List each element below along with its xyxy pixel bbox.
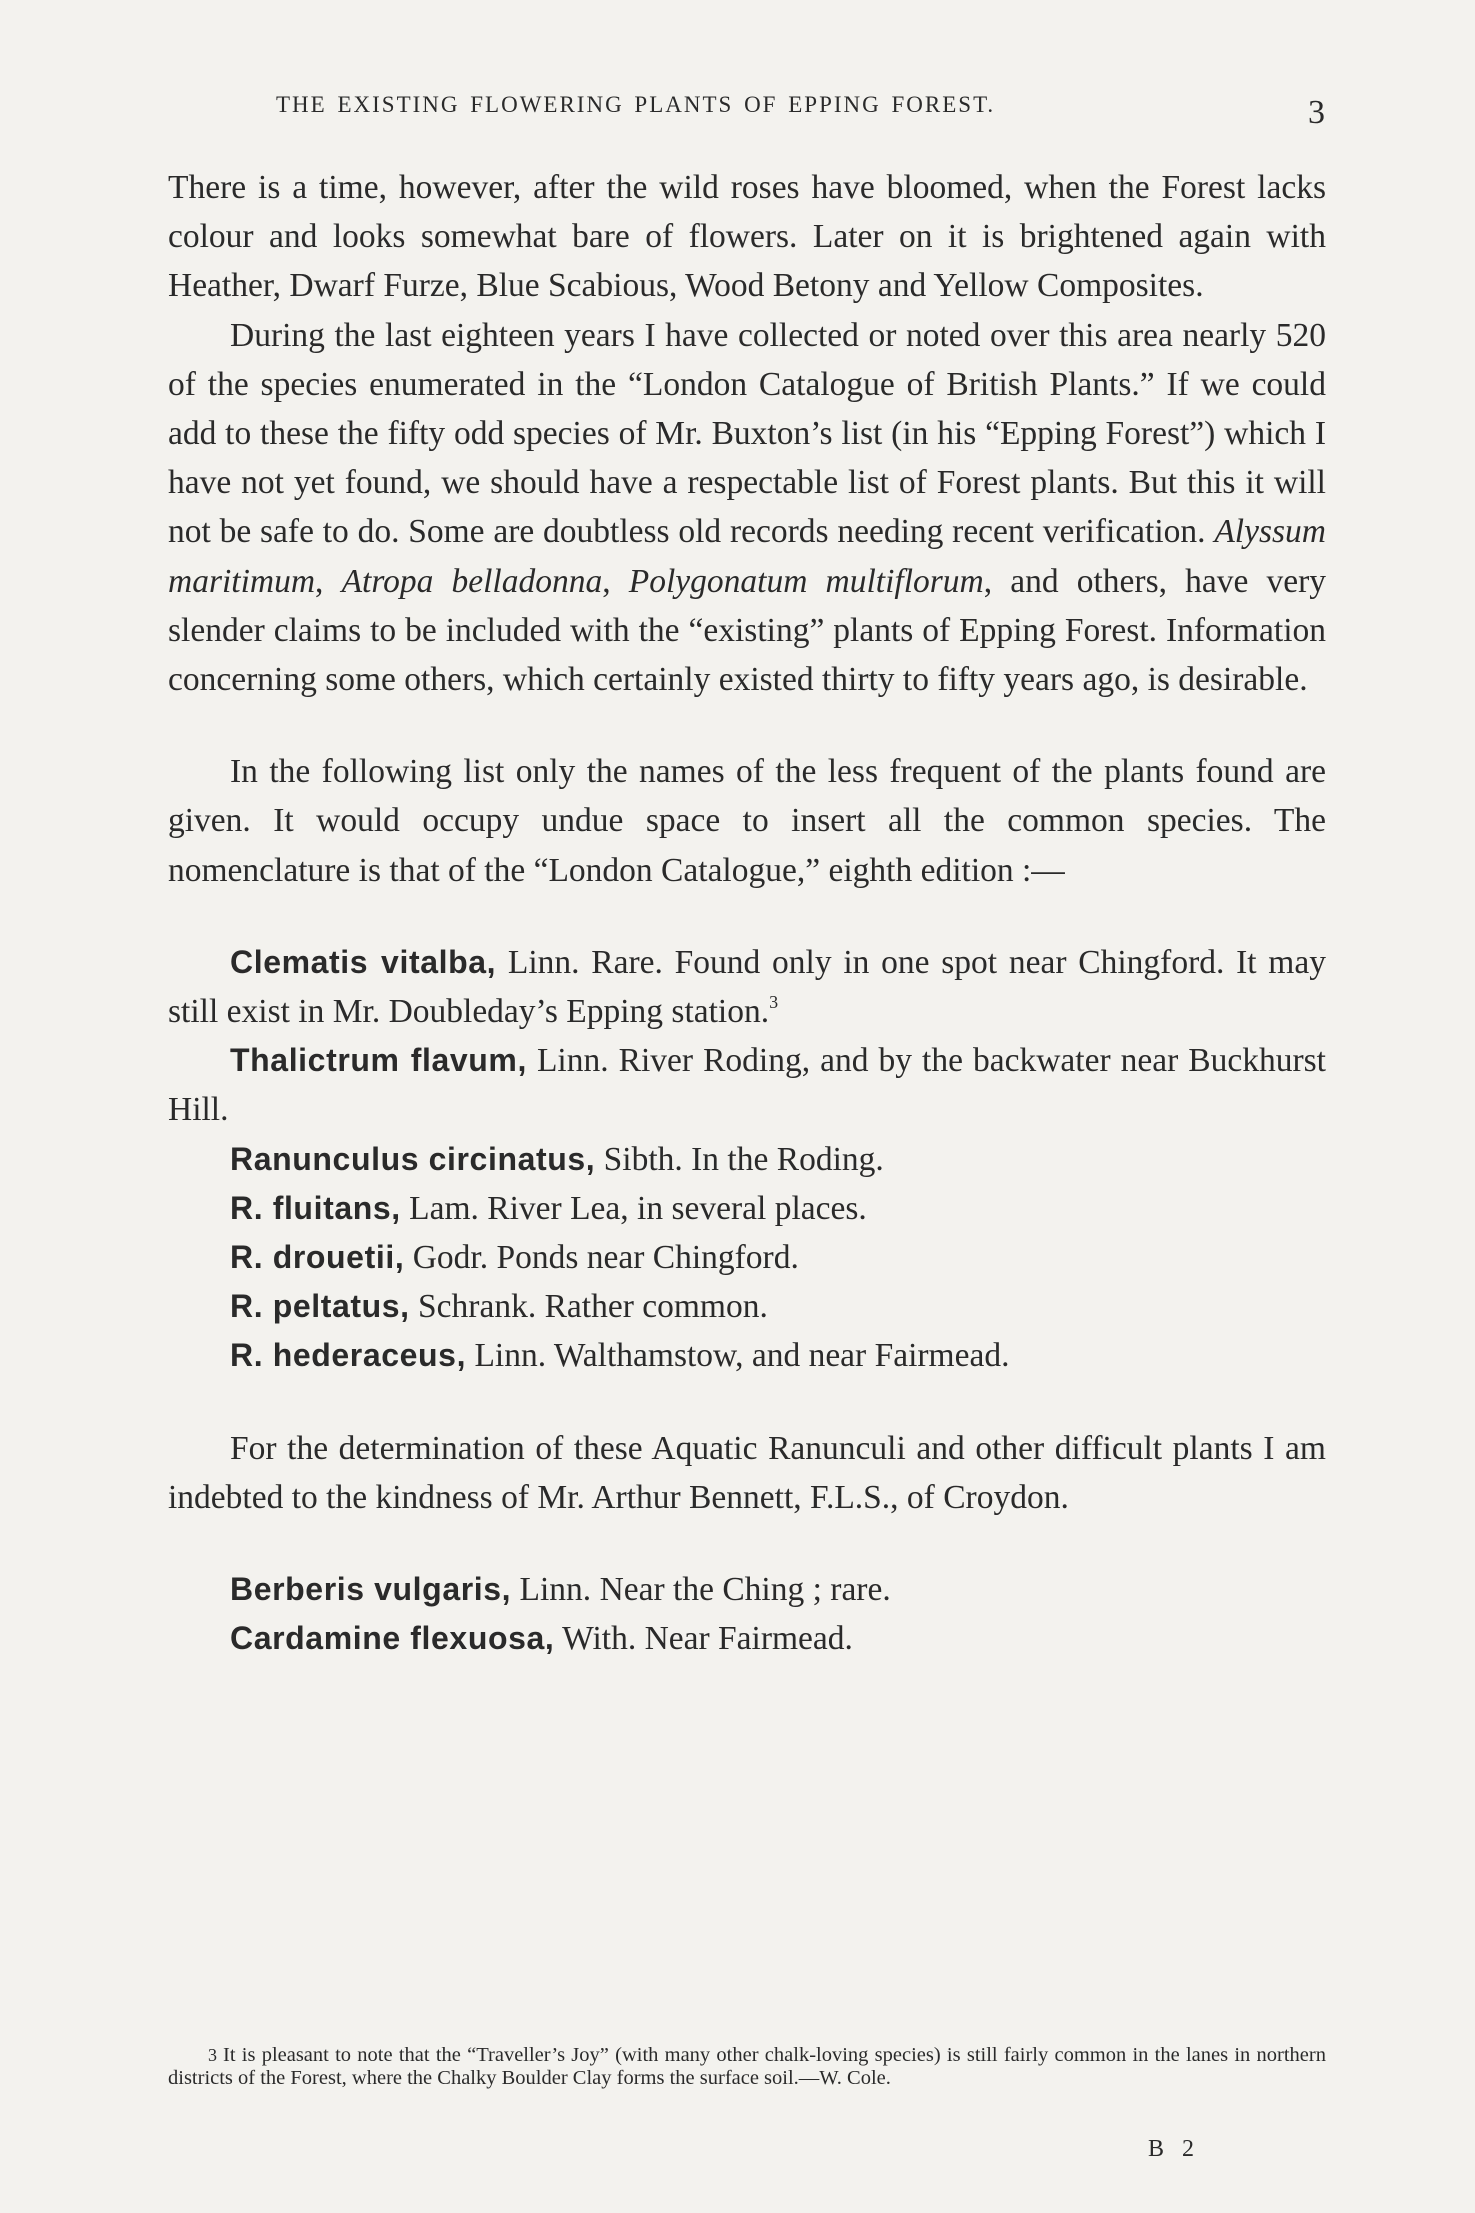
running-head <box>168 92 1325 132</box>
species-entry <box>168 1184 1326 1233</box>
species-note: In the Roding. <box>682 1140 884 1178</box>
species-author: Schrank. <box>409 1288 537 1326</box>
spacer <box>168 704 1326 747</box>
species-alyssum-maritimum: Alyssum maritimum <box>168 513 1326 600</box>
species-author: Linn. <box>511 1571 592 1609</box>
species-author: Godr. <box>404 1239 489 1277</box>
species-entry <box>168 938 1326 1036</box>
footnote <box>168 2044 1326 2090</box>
species-polygonatum-multiflorum: Polygonatum multiflorum <box>628 562 984 600</box>
running-title: THE EXISTING FLOWERING PLANTS OF EPPING FOREST. <box>276 92 996 117</box>
species-entry <box>168 1614 1326 1663</box>
species-author: Linn. <box>526 1042 609 1080</box>
species-list-2 <box>168 1565 1326 1663</box>
species-author: Linn. <box>496 943 580 981</box>
species-name: R. peltatus, <box>230 1288 410 1325</box>
species-entry <box>168 1565 1326 1614</box>
separator: , <box>602 562 629 600</box>
species-entry <box>168 1233 1326 1282</box>
species-name: R. fluitans, <box>230 1189 401 1226</box>
page-number: 3 <box>1308 94 1325 131</box>
spacer <box>168 895 1326 938</box>
species-entry <box>168 1036 1326 1134</box>
spacer <box>168 1381 1326 1424</box>
paragraph-3: In the following list only the names of the less frequent of the plants found are given. It would occupy undue space to insert all the common species. The nomenclature is that of the “London Catalogue,” eighth edition :— <box>168 753 1326 889</box>
species-name: Berberis vulgaris, <box>230 1571 512 1608</box>
species-name: R. hederaceus, <box>230 1337 467 1374</box>
species-note: River Roding, and by the backwater near Buckhurst Hill. <box>168 1042 1326 1129</box>
signature-mark: B 2 <box>1148 2136 1201 2162</box>
species-entry <box>168 1135 1326 1184</box>
footnote-ref: 3 <box>769 992 779 1013</box>
species-name: Cardamine flexuosa, <box>230 1620 555 1657</box>
species-note: Rather common. <box>536 1288 768 1326</box>
species-note: Rare. Found only in one spot near Chingford. It may still exist in Mr. Doubleday’s Epping station. <box>168 943 1326 1031</box>
species-author: Linn. <box>466 1337 547 1375</box>
species-atropa-belladonna: Atropa belladonna <box>341 562 603 600</box>
species-note: Ponds near Chingford. <box>488 1239 799 1277</box>
paragraph-2-text-b: , and others, have very slender claims to be included with the “existing” plants of Epping Forest. Information concerning some others, which certainly existed thirty to fifty years ago, is desirable. <box>168 562 1327 699</box>
paragraph-4: For the determination of these Aquatic Ranunculi and other difficult plants I am indebted to the kindness of Mr. Arthur Bennett, F.L.S., of Croydon. <box>168 1429 1326 1516</box>
species-author: Sibth. <box>595 1140 683 1178</box>
paragraph-2 <box>168 311 1326 705</box>
species-note: River Lea, in several places. <box>478 1189 867 1227</box>
species-author: With. <box>554 1620 637 1658</box>
footnote-text: It is pleasant to note that the “Traveller’s Joy” (with many other chalk-loving species) is still fairly common in the lanes in northern districts of the Forest, where the Chalky Boulder Clay forms the surface soil.—W. Cole. <box>168 2044 1326 2089</box>
spacer <box>168 1522 1326 1565</box>
paragraph-1: There is a time, however, after the wild roses have bloomed, when the Forest lacks colour and looks somewhat bare of flowers. Later on it is brightened again with Heather, Dwarf Furze, Blue Scabious, Wood Betony and Yellow Composites. <box>168 169 1326 305</box>
species-author: Lam. <box>400 1189 479 1227</box>
species-name: R. drouetii, <box>230 1239 405 1276</box>
species-note: Near Fairmead. <box>636 1620 853 1658</box>
page-body <box>168 163 1326 1663</box>
species-entry <box>168 1282 1326 1331</box>
species-name: Thalictrum flavum, <box>230 1042 527 1079</box>
species-note: Walthamstow, and near Fairmead. <box>546 1337 1010 1375</box>
species-name: Ranunculus circinatus, <box>230 1140 596 1177</box>
species-name: Clematis vitalba, <box>230 943 497 980</box>
separator: , <box>315 562 342 600</box>
footnote-number: 3 <box>208 2045 217 2065</box>
species-note: Near the Ching ; rare. <box>591 1571 891 1609</box>
species-list-1 <box>168 938 1326 1381</box>
species-entry <box>168 1331 1326 1380</box>
paragraph-2-text-a: During the last eighteen years I have collected or noted over this area nearly 520 of the species enumerated in the “London Catalogue of British Plants.” If we could add to these the fifty odd species of Mr. Buxton’s list (in his “Epping Forest”) which I have not yet found, we should have a respectable list of Forest plants. But this it will not be safe to do. Some are doubtless old records needing recent verification. <box>168 316 1326 551</box>
